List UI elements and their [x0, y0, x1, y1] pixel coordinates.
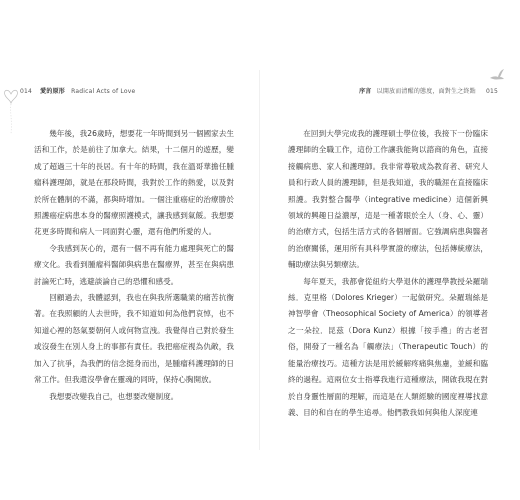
right-page-body	[288, 126, 488, 421]
left-page-body	[34, 126, 234, 405]
right-running-header	[359, 86, 498, 95]
chapter-subtitle: 以開放而清醒的態度，面對生之終點	[376, 88, 476, 95]
right-page-number: 015	[485, 88, 498, 95]
paragraph: 令我感到灰心的，還有一個不再有能力處理與死亡的醫療文化。我看到腫瘤科醫師與病患在醫療界，甚至在與病患討論死亡時，逃避談論自己的恐懼和感受。	[34, 243, 234, 286]
bird-ornament-icon	[488, 66, 506, 84]
heart-ornament-icon	[2, 80, 20, 136]
chapter-label: 序言	[359, 88, 372, 95]
book-title-cn: 愛的原形	[40, 88, 65, 95]
left-running-header	[20, 86, 135, 95]
right-page	[260, 0, 520, 500]
paragraph: 幾年後，我26歲時，想要花一年時間到另一個國家去生活和工作，於是前往了加拿大。結果，十二個月的遊歷，變成了超過三十年的長居。有十年的時間，我在溫哥華擔任腫瘤科護理師，就是在那段時間，我對於工作的熱愛，以及對於所在體制的不滿，都與時增加。一個注重癌症的治療勝於照護癌症病患本身的醫療照護模式，讓我感到氣餒。我想要花更多時間和病人一同面對心靈，還有他們所愛的人。	[34, 129, 234, 237]
paragraph: 每年夏天，我都會從紐約大學退休的護理學教授朵羅瑞絲．克里格（Dolores Krieger）一起做研究。朵羅瑞絲是神智學會（Theosophical Society of America）的領導者之一朵拉．昆茲（Dora Kunz）根據「按手禮」的古老習俗，開發了一種名為「觸療法」（Therapeutic Touch）的能量治療技巧。這種方法是用於緩解疼痛與焦慮，並緩和臨終的過程。這兩位女士指導我進行這種療法，開啟我現在對於自身靈性層面的理解，而這是在人類經驗的國度裡導找意義、目的和自在的學生追尋。他們教我如何與他人深度連	[288, 276, 488, 417]
paragraph: 回顧過去，我體認到，我也在與我所選職業的痛苦抗衡著。在我照顧的人去世時，我不知道如何為他們哀悼，也不知道心裡的怒氣要朝何人或何物宣洩。我覺得自己對於發生或沒發生在別人身上的事都有責任。我把癌症視為仇敵，我加入了抗爭，為我們的信念挺身而出，是腫瘤科護理師的日常工作。但我還沒學會在靈魂的同時，保持心胸開放。	[34, 293, 234, 385]
left-page-number: 014	[20, 88, 33, 95]
book-title-en: Radical Acts of Love	[71, 88, 136, 95]
paragraph: 我想要改變我自己，也想要改變制度。	[49, 391, 179, 401]
paragraph: 在回到大學完成我的護理碩士學位後，我接下一份臨床護理師的全職工作，這份工作讓我能夠以諮商的角色，直接接觸病患、家人和護理師。我非常尊敬成為教育者、研究人員和行政人員的護理師，但是我知道，我的職涯在直接臨床照護。我對整合醫學（integrative medicine）這個新興領域的興趣日益濃厚，這是一種著眼於全人（身、心、靈）的治療方式，包括生活方式的各個層面。它強調病患與醫者的治療關係，運用所有具科學實證的療法，包括傳統療法，輔助療法與另類療法。	[288, 129, 488, 270]
